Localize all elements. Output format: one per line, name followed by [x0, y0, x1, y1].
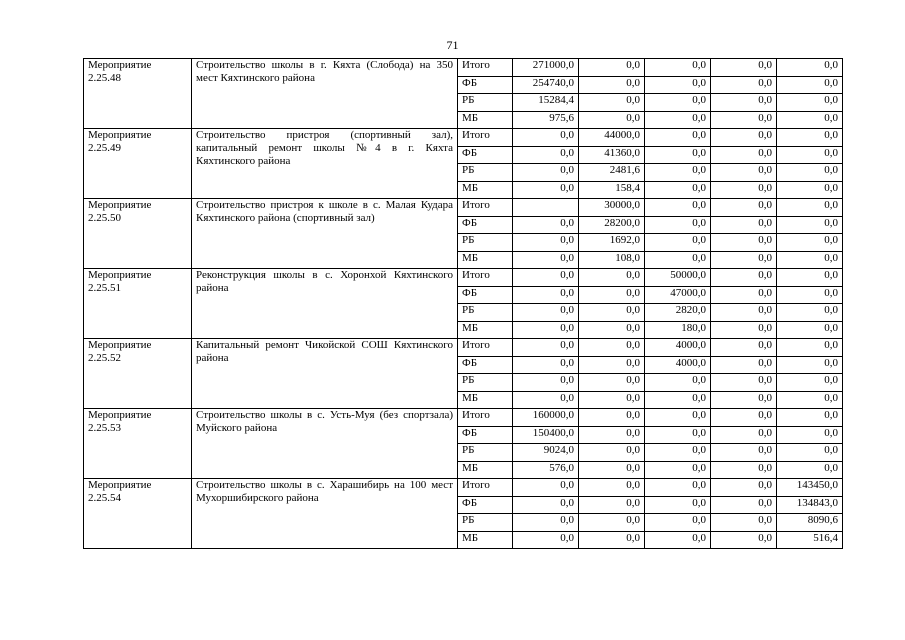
amount-cell: 0,0 — [777, 304, 843, 322]
amount-cell: 0,0 — [711, 514, 777, 532]
amount-cell: 0,0 — [513, 146, 579, 164]
fund-label: ФБ — [458, 76, 513, 94]
amount-cell: 0,0 — [513, 339, 579, 357]
amount-cell: 0,0 — [579, 426, 645, 444]
amount-cell: 576,0 — [513, 461, 579, 479]
event-code: Мероприятие 2.25.49 — [84, 129, 192, 199]
amount-cell: 0,0 — [513, 216, 579, 234]
amount-cell: 0,0 — [711, 461, 777, 479]
amount-cell: 0,0 — [711, 76, 777, 94]
amount-cell: 0,0 — [513, 181, 579, 199]
amount-cell: 0,0 — [777, 251, 843, 269]
amount-cell: 0,0 — [645, 444, 711, 462]
fund-label: ФБ — [458, 426, 513, 444]
table-row — [84, 339, 843, 357]
amount-cell: 0,0 — [711, 199, 777, 217]
fund-label: ФБ — [458, 496, 513, 514]
amount-cell: 0,0 — [645, 426, 711, 444]
amount-cell: 0,0 — [711, 164, 777, 182]
amount-cell: 0,0 — [777, 199, 843, 217]
amount-cell: 0,0 — [645, 234, 711, 252]
amount-cell: 180,0 — [645, 321, 711, 339]
fund-label: РБ — [458, 444, 513, 462]
amount-cell: 0,0 — [777, 111, 843, 129]
amount-cell: 4000,0 — [645, 339, 711, 357]
amount-cell: 0,0 — [513, 356, 579, 374]
amount-cell: 0,0 — [711, 339, 777, 357]
amount-cell: 0,0 — [711, 391, 777, 409]
amount-cell: 0,0 — [645, 409, 711, 427]
fund-label: Итого — [458, 59, 513, 77]
amount-cell: 0,0 — [579, 391, 645, 409]
fund-label: ФБ — [458, 146, 513, 164]
amount-cell: 0,0 — [777, 356, 843, 374]
amount-cell: 0,0 — [513, 391, 579, 409]
amount-cell: 0,0 — [711, 304, 777, 322]
amount-cell: 0,0 — [579, 356, 645, 374]
amount-cell: 0,0 — [645, 531, 711, 549]
amount-cell: 1692,0 — [579, 234, 645, 252]
fund-label: МБ — [458, 391, 513, 409]
event-name: Капитальный ремонт Чикойской СОШ Кяхтинского района — [192, 339, 458, 409]
event-name: Строительство школы в г. Кяхта (Слобода) на 350 мест Кяхтинского района — [192, 59, 458, 129]
amount-cell: 0,0 — [645, 479, 711, 497]
fund-label: МБ — [458, 531, 513, 549]
amount-cell: 0,0 — [711, 409, 777, 427]
amount-cell: 0,0 — [645, 461, 711, 479]
amount-cell: 0,0 — [513, 269, 579, 287]
fund-label: МБ — [458, 461, 513, 479]
table-row — [84, 199, 843, 217]
amount-cell: 0,0 — [711, 181, 777, 199]
amount-cell: 0,0 — [579, 531, 645, 549]
event-code: Мероприятие 2.25.51 — [84, 269, 192, 339]
amount-cell: 0,0 — [579, 479, 645, 497]
amount-cell: 254740,0 — [513, 76, 579, 94]
amount-cell: 41360,0 — [579, 146, 645, 164]
amount-cell: 134843,0 — [777, 496, 843, 514]
amount-cell: 0,0 — [645, 251, 711, 269]
fund-label: РБ — [458, 164, 513, 182]
amount-cell: 8090,6 — [777, 514, 843, 532]
amount-cell: 0,0 — [711, 234, 777, 252]
amount-cell: 0,0 — [579, 304, 645, 322]
amount-cell: 0,0 — [777, 59, 843, 77]
table-row — [84, 409, 843, 427]
event-name: Строительство школы в с. Харашибирь на 100 мест Мухоршибирского района — [192, 479, 458, 549]
amount-cell: 0,0 — [711, 251, 777, 269]
amount-cell: 9024,0 — [513, 444, 579, 462]
amount-cell: 0,0 — [711, 426, 777, 444]
amount-cell: 0,0 — [777, 461, 843, 479]
amount-cell: 271000,0 — [513, 59, 579, 77]
amount-cell: 0,0 — [711, 374, 777, 392]
amount-cell: 0,0 — [777, 269, 843, 287]
amount-cell: 0,0 — [777, 181, 843, 199]
amount-cell: 4000,0 — [645, 356, 711, 374]
event-code: Мероприятие 2.25.53 — [84, 409, 192, 479]
amount-cell: 0,0 — [711, 479, 777, 497]
fund-label: Итого — [458, 479, 513, 497]
amount-cell: 0,0 — [513, 234, 579, 252]
amount-cell: 0,0 — [579, 496, 645, 514]
fund-label: МБ — [458, 111, 513, 129]
amount-cell: 0,0 — [513, 251, 579, 269]
event-code: Мероприятие 2.25.50 — [84, 199, 192, 269]
amount-cell: 0,0 — [645, 181, 711, 199]
fund-label: Итого — [458, 269, 513, 287]
amount-cell: 0,0 — [645, 496, 711, 514]
amount-cell: 158,4 — [579, 181, 645, 199]
amount-cell: 0,0 — [711, 496, 777, 514]
amount-cell: 0,0 — [777, 426, 843, 444]
amount-cell: 0,0 — [579, 321, 645, 339]
amount-cell: 0,0 — [513, 531, 579, 549]
amount-cell: 0,0 — [579, 339, 645, 357]
amount-cell — [513, 199, 579, 217]
amount-cell: 0,0 — [711, 59, 777, 77]
amount-cell: 0,0 — [711, 356, 777, 374]
amount-cell: 0,0 — [513, 129, 579, 147]
amount-cell: 0,0 — [645, 76, 711, 94]
amount-cell: 0,0 — [579, 76, 645, 94]
page-number: 71 — [446, 38, 459, 52]
amount-cell: 0,0 — [711, 286, 777, 304]
amount-cell: 0,0 — [579, 286, 645, 304]
amount-cell: 15284,4 — [513, 94, 579, 112]
amount-cell: 0,0 — [777, 286, 843, 304]
amount-cell: 2481,6 — [579, 164, 645, 182]
amount-cell: 0,0 — [777, 409, 843, 427]
amount-cell: 0,0 — [777, 391, 843, 409]
fund-label: МБ — [458, 181, 513, 199]
amount-cell: 47000,0 — [645, 286, 711, 304]
event-name: Строительство пристроя к школе в с. Малая Кудара Кяхтинского района (спортивный зал) — [192, 199, 458, 269]
fund-label: ФБ — [458, 216, 513, 234]
event-name: Строительство пристроя (спортивный зал), капитальный ремонт школы №4 в г. Кяхта Кяхтинского района — [192, 129, 458, 199]
amount-cell: 0,0 — [777, 374, 843, 392]
amount-cell: 0,0 — [777, 146, 843, 164]
amount-cell: 0,0 — [777, 76, 843, 94]
amount-cell: 0,0 — [579, 514, 645, 532]
amount-cell: 0,0 — [513, 321, 579, 339]
event-name: Строительство школы в с. Усть-Муя (без спортзала) Муйского района — [192, 409, 458, 479]
amount-cell: 50000,0 — [645, 269, 711, 287]
amount-cell: 0,0 — [579, 444, 645, 462]
amount-cell: 0,0 — [711, 321, 777, 339]
amount-cell: 0,0 — [777, 444, 843, 462]
fund-label: РБ — [458, 514, 513, 532]
amount-cell: 0,0 — [711, 216, 777, 234]
amount-cell: 0,0 — [645, 59, 711, 77]
fund-label: МБ — [458, 321, 513, 339]
event-code: Мероприятие 2.25.48 — [84, 59, 192, 129]
fund-label: РБ — [458, 94, 513, 112]
event-code: Мероприятие 2.25.52 — [84, 339, 192, 409]
table-row — [84, 269, 843, 287]
amount-cell: 0,0 — [645, 111, 711, 129]
amount-cell: 0,0 — [711, 269, 777, 287]
amount-cell: 150400,0 — [513, 426, 579, 444]
fund-label: РБ — [458, 234, 513, 252]
amount-cell: 28200,0 — [579, 216, 645, 234]
fund-label: ФБ — [458, 356, 513, 374]
amount-cell: 975,6 — [513, 111, 579, 129]
amount-cell: 516,4 — [777, 531, 843, 549]
amount-cell: 44000,0 — [579, 129, 645, 147]
amount-cell: 0,0 — [513, 479, 579, 497]
fund-label: ФБ — [458, 286, 513, 304]
amount-cell: 0,0 — [579, 269, 645, 287]
amount-cell: 0,0 — [513, 496, 579, 514]
amount-cell: 2820,0 — [645, 304, 711, 322]
amount-cell: 0,0 — [513, 374, 579, 392]
amount-cell: 0,0 — [579, 59, 645, 77]
amount-cell: 30000,0 — [579, 199, 645, 217]
fund-label: РБ — [458, 304, 513, 322]
amount-cell: 0,0 — [711, 111, 777, 129]
table-row — [84, 129, 843, 147]
event-name: Реконструкция школы в с. Хоронхой Кяхтинского района — [192, 269, 458, 339]
table-row — [84, 59, 843, 77]
amount-cell: 0,0 — [579, 94, 645, 112]
amount-cell: 0,0 — [645, 514, 711, 532]
amount-cell: 0,0 — [711, 531, 777, 549]
amount-cell: 0,0 — [513, 164, 579, 182]
amount-cell: 0,0 — [513, 304, 579, 322]
fund-label: Итого — [458, 199, 513, 217]
amount-cell: 0,0 — [711, 129, 777, 147]
amount-cell: 0,0 — [645, 146, 711, 164]
event-code: Мероприятие 2.25.54 — [84, 479, 192, 549]
amount-cell: 108,0 — [579, 251, 645, 269]
amount-cell: 0,0 — [579, 409, 645, 427]
amount-cell: 0,0 — [777, 234, 843, 252]
amount-cell: 0,0 — [645, 164, 711, 182]
amount-cell: 0,0 — [777, 321, 843, 339]
amount-cell: 0,0 — [513, 286, 579, 304]
amount-cell: 0,0 — [645, 129, 711, 147]
amount-cell: 0,0 — [777, 94, 843, 112]
fund-label: Итого — [458, 409, 513, 427]
amount-cell: 0,0 — [711, 146, 777, 164]
amount-cell: 0,0 — [777, 164, 843, 182]
budget-table — [83, 58, 843, 549]
amount-cell: 0,0 — [777, 339, 843, 357]
amount-cell: 0,0 — [645, 216, 711, 234]
amount-cell: 160000,0 — [513, 409, 579, 427]
amount-cell: 143450,0 — [777, 479, 843, 497]
amount-cell: 0,0 — [777, 129, 843, 147]
amount-cell: 0,0 — [711, 444, 777, 462]
amount-cell: 0,0 — [513, 514, 579, 532]
amount-cell: 0,0 — [645, 391, 711, 409]
amount-cell: 0,0 — [777, 216, 843, 234]
fund-label: Итого — [458, 129, 513, 147]
amount-cell: 0,0 — [645, 374, 711, 392]
amount-cell: 0,0 — [645, 94, 711, 112]
fund-label: РБ — [458, 374, 513, 392]
amount-cell: 0,0 — [645, 199, 711, 217]
amount-cell: 0,0 — [711, 94, 777, 112]
fund-label: Итого — [458, 339, 513, 357]
amount-cell: 0,0 — [579, 374, 645, 392]
table-row — [84, 479, 843, 497]
amount-cell: 0,0 — [579, 111, 645, 129]
fund-label: МБ — [458, 251, 513, 269]
amount-cell: 0,0 — [579, 461, 645, 479]
